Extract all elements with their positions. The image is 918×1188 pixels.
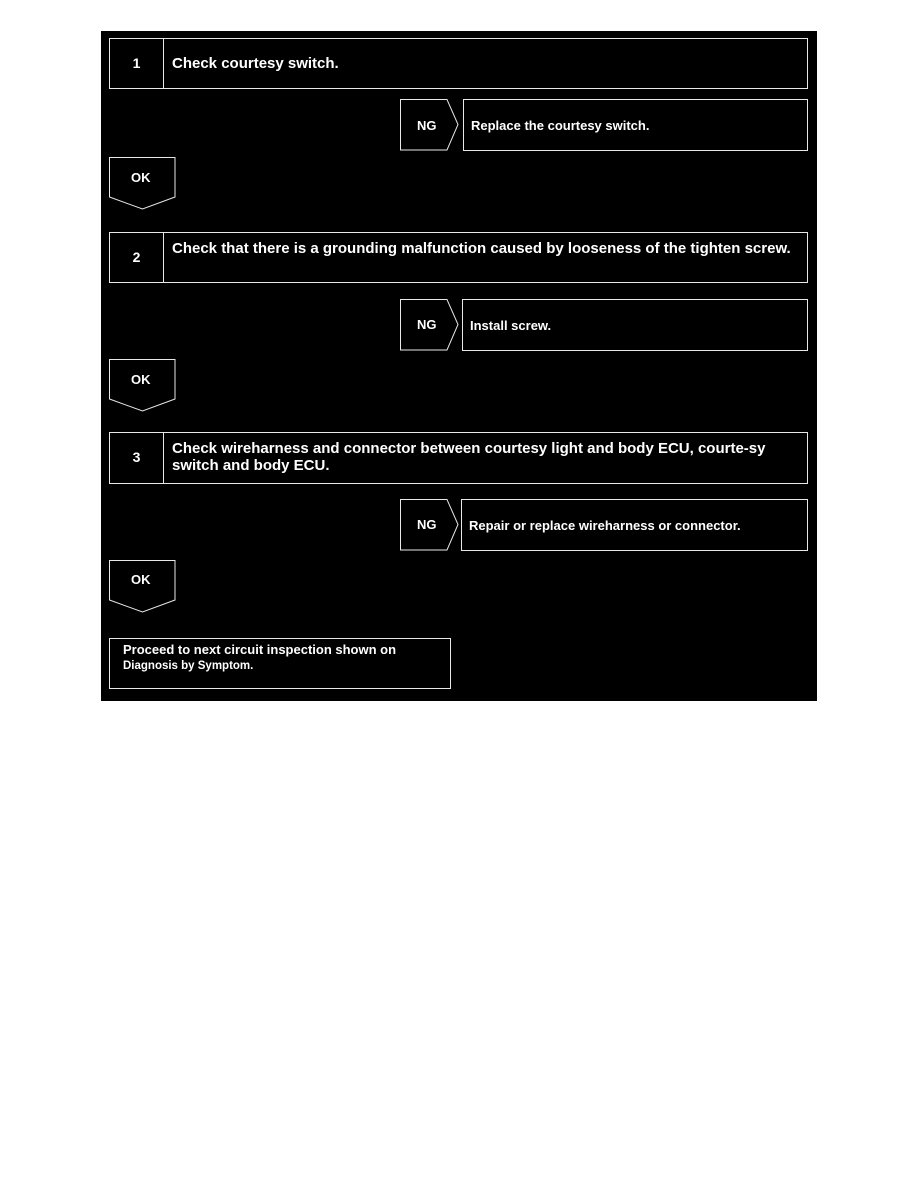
flowchart-panel [101, 31, 817, 701]
step-3-number: 3 [110, 433, 164, 483]
step-1-text: Check courtesy switch. [172, 55, 339, 72]
step-3-ng-label: NG [417, 517, 437, 532]
step-2-ng-action-box: Install screw. [462, 299, 808, 351]
step-1-ng-label: NG [417, 118, 437, 133]
step-1-ok-label: OK [131, 170, 151, 185]
step-2-box [109, 232, 808, 283]
step-1-ng-action-box: Replace the courtesy switch. [463, 99, 808, 151]
step-3-ok-label: OK [131, 572, 151, 587]
step-2-ok-label: OK [131, 372, 151, 387]
step-1-box [109, 38, 808, 89]
step-3-text: Check wireharness and connector between courtesy light and body ECU, courte-sy switch and body ECU. [172, 440, 766, 474]
step-3-box [109, 432, 808, 484]
step-2-number: 2 [110, 233, 164, 282]
step-1-number: 1 [110, 39, 164, 88]
final-proceed-box [109, 638, 451, 689]
step-2-text: Check that there is a grounding malfunction caused by looseness of the tighten screw. [172, 240, 791, 257]
step-3-ok-arrow [109, 560, 177, 614]
final-line-1: Proceed to next circuit inspection shown on [123, 642, 397, 657]
step-3-ng-action-box: Repair or replace wireharness or connector. [461, 499, 808, 551]
step-2-ng-label: NG [417, 317, 437, 332]
final-line-2: Diagnosis by Symptom. [123, 660, 254, 672]
